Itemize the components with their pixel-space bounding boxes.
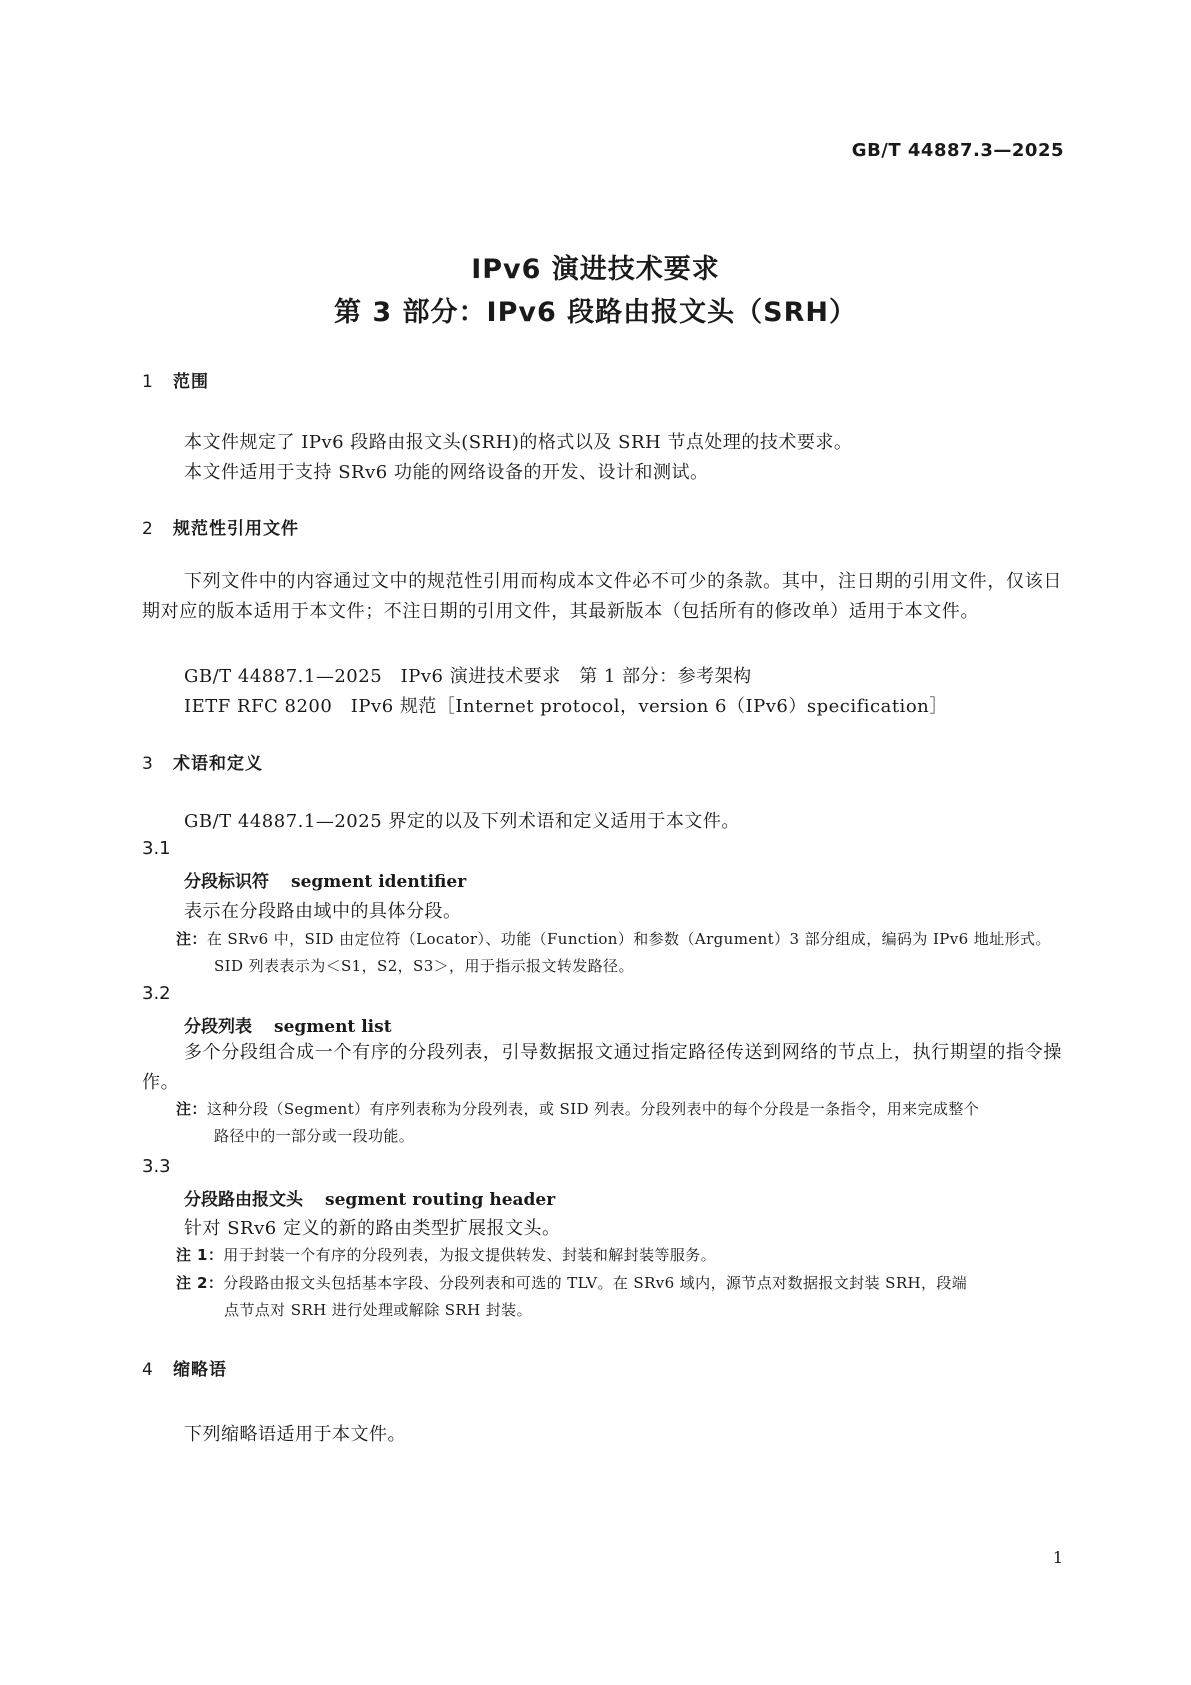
section-1-paragraph-1: 本文件规定了 IPv6 段路由报文头(SRH)的格式以及 SRH 节点处理的技术要求。 [184,432,853,453]
section-title: 术语和定义 [173,754,263,774]
term-note [176,926,1062,980]
document-title-line2: 第 3 部分：IPv6 段路由报文头（SRH） [333,297,858,328]
term-definition: 针对 SRv6 定义的新的路由类型扩展报文头。 [184,1218,561,1239]
normative-reference-1: GB/T 44887.1—2025 IPv6 演进技术要求 第 1 部分：参考架构 [184,666,752,687]
note-text: 用于封装一个有序的分段列表，为报文提供转发、封装和解封装等服务。 [223,1246,717,1264]
term-title [184,867,466,892]
term-title [184,1012,392,1037]
normative-reference-2: IETF RFC 8200 IPv6 规范［Internet protocol，version 6（IPv6）specification］ [184,696,948,717]
note-text: 这种分段（Segment）有序列表称为分段列表，或 SID 列表。分段列表中的每个分段是一条指令，用来完成整个 [206,1100,980,1118]
term-en: segment routing header [325,1190,556,1210]
page-number: 1 [1052,1548,1063,1567]
section-2-paragraph: 下列文件中的内容通过文中的规范性引用而构成本文件必不可少的条款。其中，注日期的引用文件，仅该日期对应的版本适用于本文件；不注日期的引用文件，其最新版本（包括所有的修改单）适用于本文件。 [142,571,1062,622]
document-title-line1: IPv6 演进技术要求 [471,254,720,285]
term-en: segment list [274,1017,392,1037]
term-note-1 [176,1242,1062,1269]
section-1-paragraph-2: 本文件适用于支持 SRv6 功能的网络设备的开发、设计和测试。 [184,462,709,483]
term-title [184,1185,555,1210]
section-number: 4 [142,1360,154,1380]
term-definition: 表示在分段路由域中的具体分段。 [184,901,462,922]
section-title: 缩略语 [173,1360,227,1380]
note-label: 注 1： [176,1246,224,1264]
standard-number: GB/T 44887.3—2025 [851,140,1064,161]
note-text: 分段路由报文头包括基本字段、分段列表和可选的 TLV。在 SRv6 域内，源节点对数据报文封装 SRH，段端 [223,1274,968,1292]
note-continuation: 点节点对 SRH 进行处理或解除 SRH 封装。 [224,1301,532,1319]
note-text: 在 SRv6 中，SID 由定位符（Locator）、功能（Function）和参数（Argument）3 部分组成，编码为 IPv6 地址形式。 [206,930,1051,948]
section-number: 3 [142,754,154,774]
term-definition: 多个分段组合成一个有序的分段列表，引导数据报文通过指定路径传送到网络的节点上，执行期望的指令操作。 [142,1042,1062,1093]
note-continuation: SID 列表表示为＜S1，S2，S3＞，用于指示报文转发路径。 [214,957,634,975]
term-number: 3.3 [142,1156,171,1177]
section-number: 2 [142,519,154,539]
term-number: 3.1 [142,838,171,859]
section-title: 规范性引用文件 [173,519,299,539]
term-note-2 [176,1270,1062,1324]
note-label: 注： [176,930,207,948]
section-3-heading [142,749,263,774]
term-zh: 分段路由报文头 [184,1190,303,1210]
section-3-intro: GB/T 44887.1—2025 界定的以及下列术语和定义适用于本文件。 [184,811,740,832]
section-title: 范围 [173,372,209,392]
section-4-intro: 下列缩略语适用于本文件。 [184,1424,406,1445]
term-number: 3.2 [142,983,171,1004]
term-note [176,1096,1062,1150]
term-zh: 分段列表 [184,1017,252,1037]
section-1-heading [142,367,209,392]
term-en: segment identifier [291,872,467,892]
section-4-heading [142,1355,227,1380]
section-2-heading [142,514,299,539]
note-label: 注： [176,1100,207,1118]
section-number: 1 [142,372,154,392]
note-continuation: 路径中的一部分或一段功能。 [214,1127,415,1145]
term-zh: 分段标识符 [184,872,269,892]
note-label: 注 2： [176,1274,224,1292]
